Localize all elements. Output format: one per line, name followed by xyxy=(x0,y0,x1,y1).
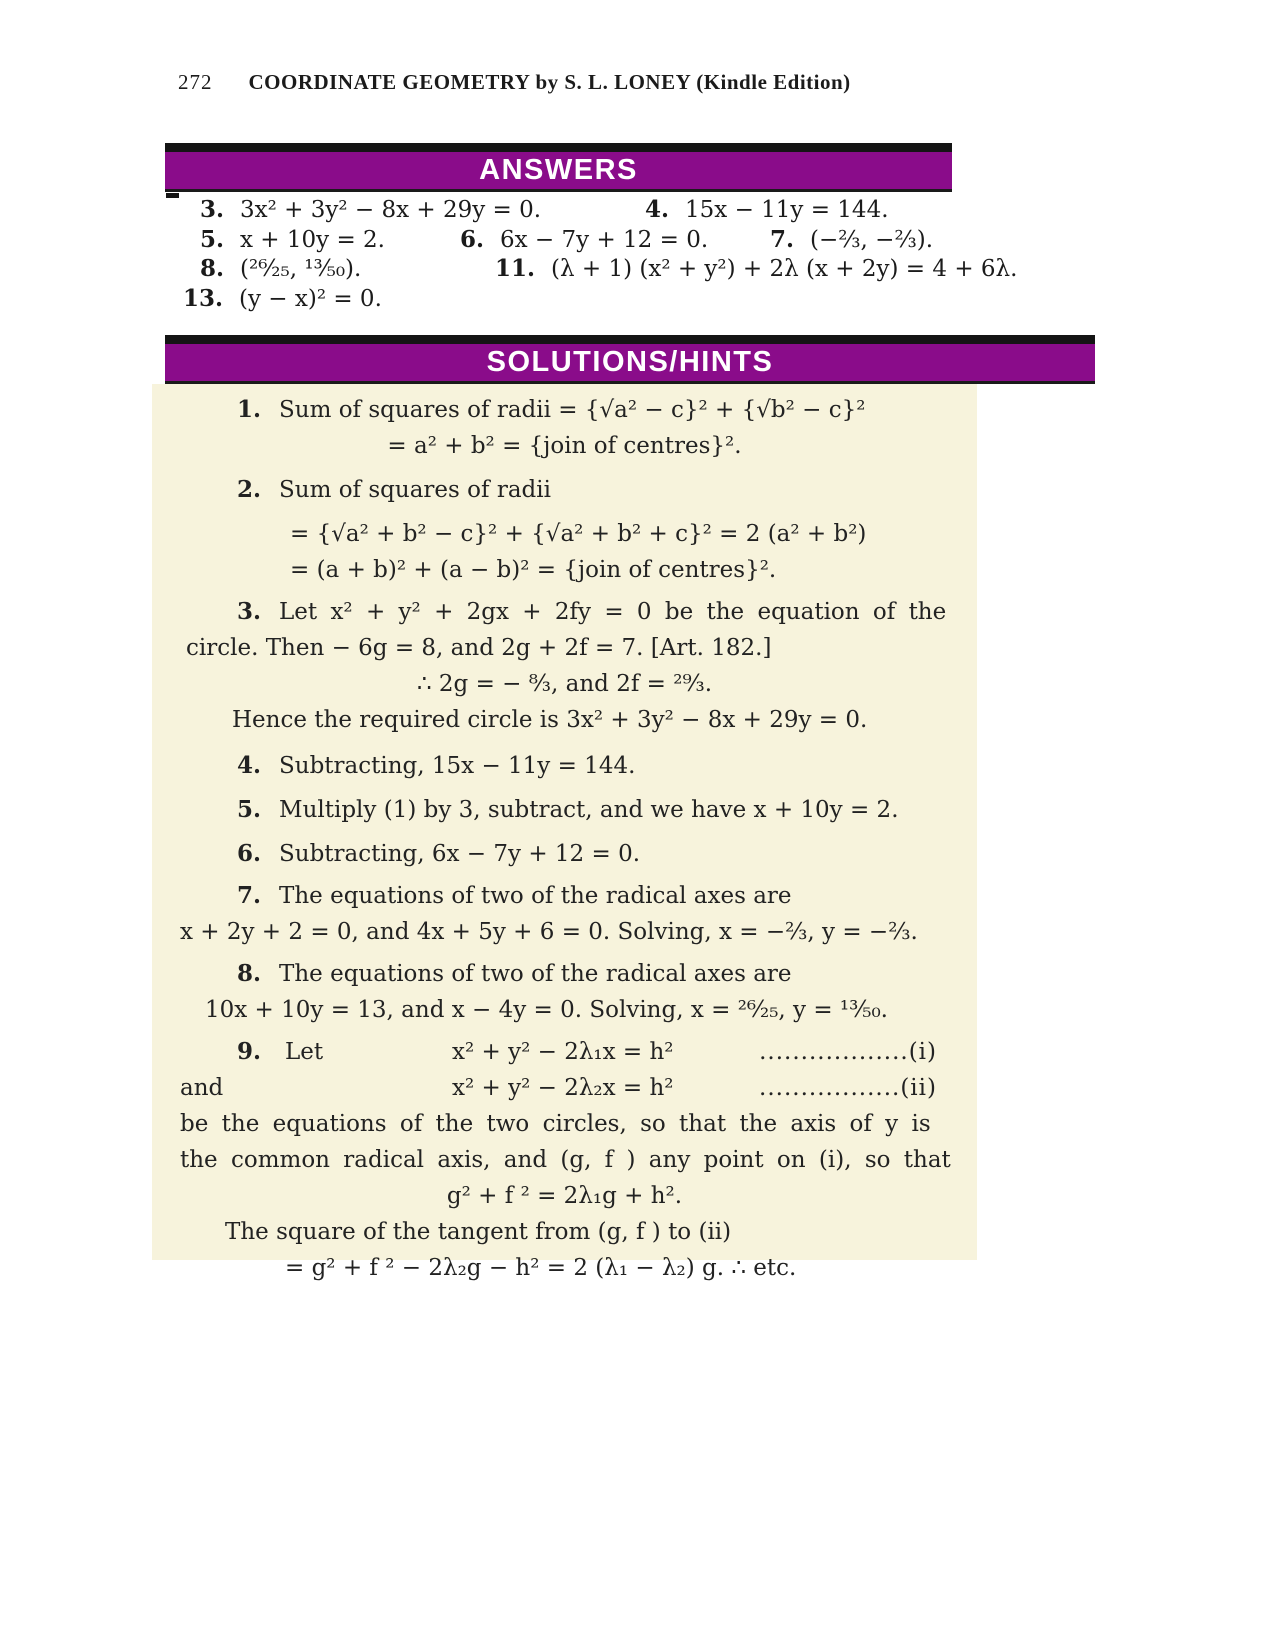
solution-text: g² + f ² = 2λ₁g + h². xyxy=(446,1183,683,1209)
solution-line xyxy=(152,1142,977,1178)
solution-number: 8. xyxy=(237,960,262,987)
solution-text: circle. Then − 6g = 8, and 2g + 2f = 7. [Art. 182.] xyxy=(186,635,772,661)
solutions-banner xyxy=(165,335,1095,384)
solution-number: 2. xyxy=(237,476,262,503)
solution-line xyxy=(152,836,977,872)
solution-line xyxy=(152,428,977,464)
solution-text: The equations of two of the radical axes are xyxy=(279,883,792,909)
solutions-banner-label: SOLUTIONS/HINTS xyxy=(165,344,1095,384)
solution-text: = (a + b)² + (a − b)² = {join of centres}². xyxy=(290,557,777,583)
solution-text: = {√a² + b² − c}² + {√a² + b² + c}² = 2 (a² + b²) xyxy=(290,521,867,547)
solution-text: Sum of squares of radii xyxy=(279,477,551,503)
solution-text: Hence the required circle is 3x² + 3y² − 8x + 29y = 0. xyxy=(232,707,868,733)
answer-equation: 6x − 7y + 12 = 0. xyxy=(500,227,709,253)
answer-number: 3. xyxy=(200,196,225,223)
equation-reference: ..................(i) xyxy=(759,1039,937,1065)
equation-label: and xyxy=(180,1075,224,1101)
answer-item xyxy=(183,285,382,312)
solution-text: Let x² + y² + 2gx + 2fy = 0 be the equation of the xyxy=(279,599,947,625)
answer-number: 7. xyxy=(770,226,795,253)
solution-line xyxy=(152,748,977,784)
equation-label: Let xyxy=(285,1039,324,1065)
answer-equation: x + 10y = 2. xyxy=(240,227,385,253)
answers-section xyxy=(165,196,1018,321)
solution-line xyxy=(152,472,977,508)
solution-line xyxy=(152,1250,977,1286)
equation: x² + y² − 2λ₁x = h² xyxy=(452,1039,674,1065)
solution-line xyxy=(152,392,977,428)
answer-equation: (λ + 1) (x² + y²) + 2λ (x + 2y) = 4 + 6λ. xyxy=(551,256,1018,282)
solution-text: x + 2y + 2 = 0, and 4x + 5y + 6 = 0. Solving, x = −⅔, y = −⅔. xyxy=(180,919,918,945)
solution-line xyxy=(152,1034,977,1070)
answer-item xyxy=(200,226,385,253)
solution-line xyxy=(152,792,977,828)
answer-item xyxy=(495,255,1017,282)
solution-number: 5. xyxy=(237,796,262,823)
answer-item xyxy=(460,226,708,253)
answer-equation: 15x − 11y = 144. xyxy=(685,197,889,223)
solution-text: Subtracting, 15x − 11y = 144. xyxy=(279,753,636,779)
answer-number: 5. xyxy=(200,226,225,253)
answers-banner xyxy=(165,143,952,192)
answer-number: 6. xyxy=(460,226,485,253)
page-number: 272 xyxy=(178,70,213,94)
equation-reference: .................(ii) xyxy=(759,1075,937,1101)
answers-banner-label: ANSWERS xyxy=(165,152,952,192)
solution-line xyxy=(152,594,977,630)
solution-line xyxy=(152,552,977,588)
solution-line xyxy=(152,914,977,950)
banner-top-bar xyxy=(165,335,1095,344)
solutions-section xyxy=(152,384,977,1281)
answer-equation: (y − x)² = 0. xyxy=(239,286,382,312)
solution-number: 6. xyxy=(237,840,262,867)
solution-number: 1. xyxy=(237,396,262,423)
answer-item xyxy=(770,226,933,253)
answer-number: 11. xyxy=(495,255,536,282)
solution-text: the common radical axis, and (g, f ) any point on (i), so that xyxy=(180,1147,951,1173)
page-header xyxy=(178,68,851,96)
answer-number: 8. xyxy=(200,255,225,282)
answer-number: 4. xyxy=(645,196,670,223)
solution-line xyxy=(152,666,977,702)
solution-line xyxy=(152,992,977,1028)
solution-line xyxy=(152,1070,977,1106)
book-title: COORDINATE GEOMETRY by S. L. LONEY (Kindle Edition) xyxy=(248,70,851,94)
banner-top-bar xyxy=(165,143,952,152)
solution-text: = a² + b² = {join of centres}². xyxy=(387,433,742,459)
solution-line xyxy=(152,702,977,738)
solution-line xyxy=(152,630,977,666)
equation: x² + y² − 2λ₂x = h² xyxy=(452,1075,674,1101)
answer-item xyxy=(645,196,889,223)
solution-text: The square of the tangent from (g, f ) to (ii) xyxy=(225,1219,732,1245)
solution-text: Multiply (1) by 3, subtract, and we have x + 10y = 2. xyxy=(279,797,899,823)
answer-equation: 3x² + 3y² − 8x + 29y = 0. xyxy=(240,197,542,223)
solution-text: = g² + f ² − 2λ₂g − h² = 2 (λ₁ − λ₂) g. ∴ etc. xyxy=(285,1255,797,1281)
solution-text: Subtracting, 6x − 7y + 12 = 0. xyxy=(279,841,641,867)
solution-number: 7. xyxy=(237,882,262,909)
solution-line xyxy=(152,1178,977,1214)
solution-line xyxy=(152,1214,977,1250)
answer-item xyxy=(200,196,541,223)
answer-number: 13. xyxy=(183,285,224,312)
solution-number: 3. xyxy=(237,598,262,625)
answer-item xyxy=(200,255,361,282)
solution-text: 10x + 10y = 13, and x − 4y = 0. Solving, x = ²⁶⁄₂₅, y = ¹³⁄₅₀. xyxy=(205,997,888,1023)
solution-line xyxy=(152,1106,977,1142)
solution-text: Sum of squares of radii = {√a² − c}² + {√b² − c}² xyxy=(279,397,866,423)
solution-number: 9. xyxy=(237,1038,262,1065)
solution-text: be the equations of the two circles, so that the axis of y is xyxy=(180,1111,931,1137)
solution-text: ∴ 2g = − ⁸⁄₃, and 2f = ²⁹⁄₃. xyxy=(416,671,713,697)
solution-text: The equations of two of the radical axes are xyxy=(279,961,792,987)
solution-line xyxy=(152,956,977,992)
answer-equation: (²⁶⁄₂₅, ¹³⁄₅₀). xyxy=(240,256,362,282)
solution-number: 4. xyxy=(237,752,262,779)
solution-line xyxy=(152,878,977,914)
solution-line xyxy=(152,516,977,552)
answer-equation: (−⅔, −⅔). xyxy=(810,227,934,253)
